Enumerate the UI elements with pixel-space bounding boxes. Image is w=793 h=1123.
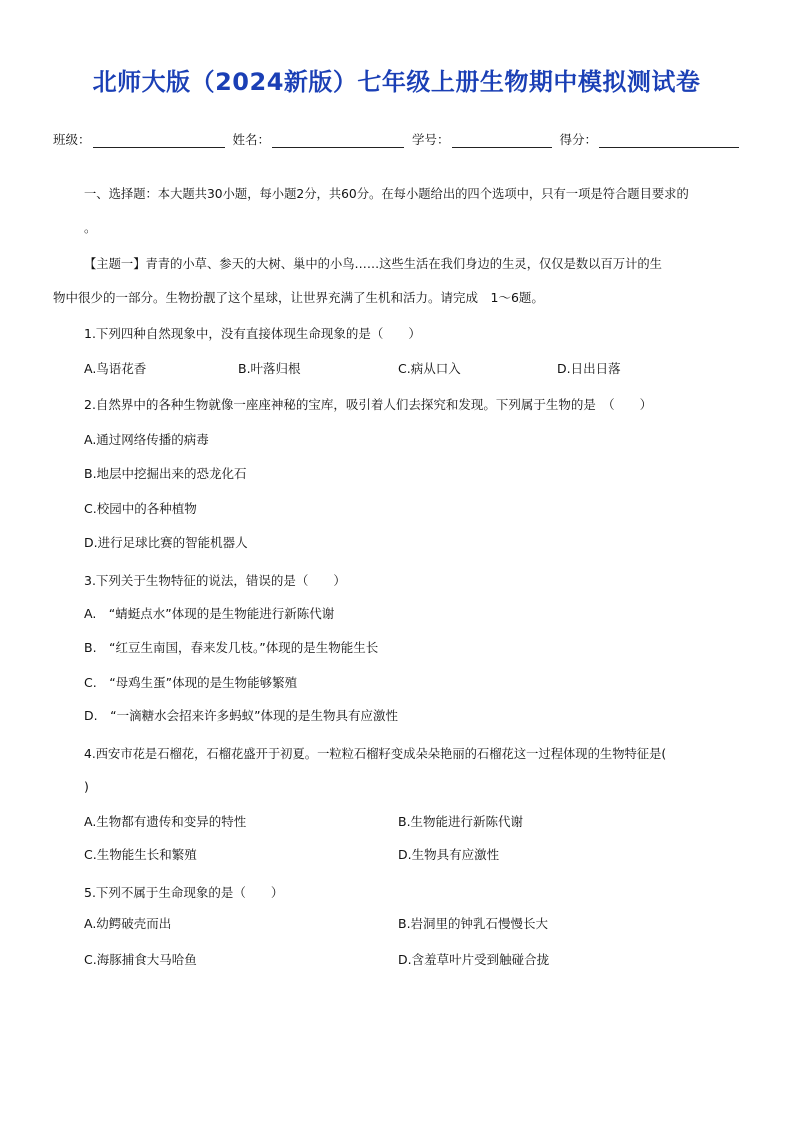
question-stem: 5.下列不属于生命现象的是（ ）	[84, 885, 284, 900]
option-d: D.生物具有应激性	[398, 847, 500, 862]
option-b: B.岩洞里的钟乳石慢慢长大	[398, 916, 549, 931]
name-label: 姓名：	[232, 132, 271, 147]
option-a: A.幼鳄破壳而出	[84, 916, 172, 931]
score-blank	[599, 133, 739, 148]
question-stem: 4.西安市花是石榴花，石榴花盛开于初夏。一粒粒石榴籽变成朵朵艳丽的石榴花这一过程体现的生物特征是(	[84, 747, 667, 761]
option-a: A.通过网络传播的病毒	[84, 432, 209, 447]
theme-intro: 【主题一】青青的小草、参天的大树、巢中的小鸟……这些生活在我们身边的生灵，仅仅是数以百万计的生	[84, 257, 662, 271]
option-c: C.海豚捕食大马哈鱼	[84, 952, 197, 967]
student-info-row	[53, 128, 743, 148]
question-stem-cont: )	[84, 779, 89, 794]
class-label: 班级：	[53, 132, 91, 147]
class-blank	[93, 133, 225, 148]
question-stem: 1.下列四种自然现象中，没有直接体现生命现象的是（ ）	[84, 326, 421, 341]
section-instructions-end: 。	[84, 220, 97, 235]
option-b: B.生物能进行新陈代谢	[398, 814, 524, 829]
option-b: B. “红豆生南国，春来发几枝。”体现的是生物能生长	[84, 640, 379, 655]
option-b: B.叶落归根	[238, 361, 301, 376]
option-d: D.含羞草叶片受到触碰合拢	[398, 952, 550, 967]
option-d: D.日出日落	[557, 361, 621, 376]
name-blank	[272, 133, 404, 148]
question-stem: 3.下列关于生物特征的说法，错误的是（ ）	[84, 573, 346, 588]
option-a: A.生物都有遗传和变异的特性	[84, 814, 247, 829]
option-c: C. “母鸡生蛋”体现的是生物能够繁殖	[84, 675, 298, 690]
option-d: D. “一滴糖水会招来许多蚂蚁”体现的是生物具有应激性	[84, 708, 399, 723]
id-blank	[452, 133, 552, 148]
id-label: 学号：	[412, 132, 450, 147]
option-c: C.病从口入	[398, 361, 461, 376]
question-stem: 2.自然界中的各种生物就像一座座神秘的宝库，吸引着人们去探究和发现。下列属于生物的是 （ ）	[84, 397, 653, 412]
option-b: B.地层中挖掘出来的恐龙化石	[84, 466, 247, 481]
option-a: A. “蜻蜓点水”体现的是生物能进行新陈代谢	[84, 606, 335, 621]
page-title: 北师大版（2024新版）七年级上册生物期中模拟测试卷	[92, 68, 701, 96]
section-instructions: 一、选择题：本大题共30小题，每小题2分，共60分。在每小题给出的四个选项中，只有一项是符合题目要求的	[84, 187, 689, 201]
option-a: A.鸟语花香	[84, 361, 147, 376]
option-d: D.进行足球比赛的智能机器人	[84, 535, 248, 550]
score-label: 得分：	[559, 132, 598, 147]
theme-intro-cont: 物中很少的一部分。生物扮靓了这个星球，让世界充满了生机和活力。请完成 1～6题。	[53, 290, 544, 305]
option-c: C.校园中的各种植物	[84, 501, 197, 516]
option-c: C.生物能生长和繁殖	[84, 847, 197, 862]
